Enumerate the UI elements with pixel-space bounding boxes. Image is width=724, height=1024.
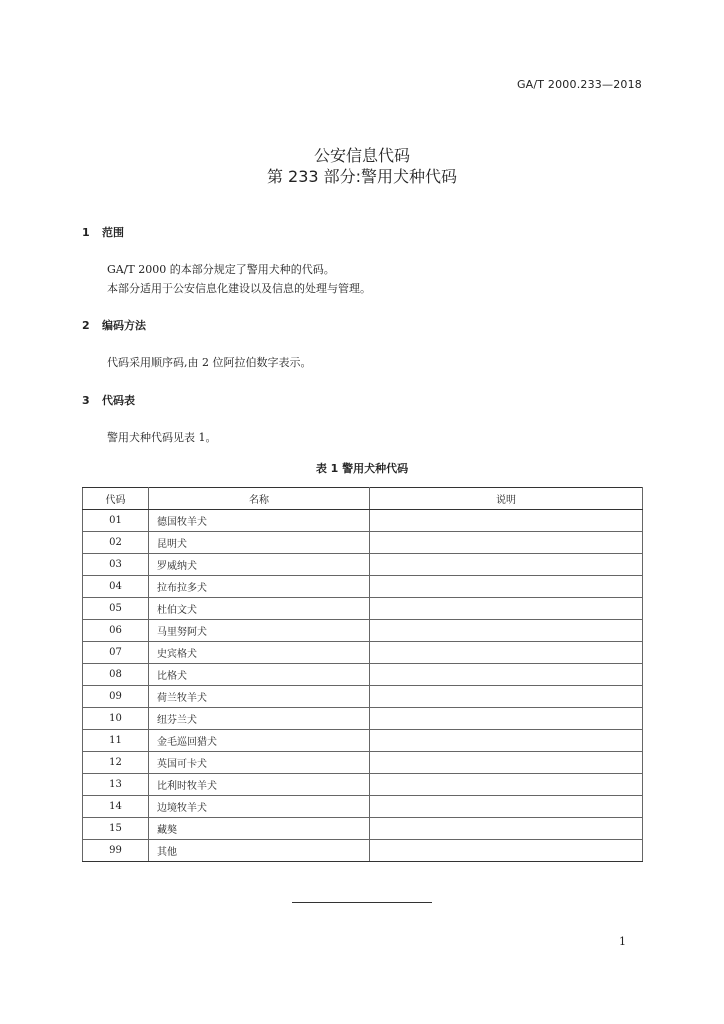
section-title: 范围: [102, 226, 124, 239]
cell-name: 其他: [149, 840, 370, 862]
code-table: [82, 487, 643, 862]
table-row: [83, 774, 643, 796]
cell-name: 昆明犬: [149, 532, 370, 554]
document-title: 公安信息代码: [313, 146, 410, 165]
table-row: [83, 752, 643, 774]
page-number: 1: [619, 935, 626, 948]
table-row: [83, 554, 643, 576]
paragraph: 本部分适用于公安信息化建设以及信息的处理与管理。: [107, 282, 371, 295]
cell-note: [370, 664, 643, 686]
table-row: [83, 576, 643, 598]
cell-name: 马里努阿犬: [149, 620, 370, 642]
cell-name: 荷兰牧羊犬: [149, 686, 370, 708]
cell-note: [370, 642, 643, 664]
cell-name: 金毛巡回猎犬: [149, 730, 370, 752]
table-row: [83, 598, 643, 620]
cell-note: [370, 840, 643, 862]
cell-note: [370, 510, 643, 532]
table-row: [83, 708, 643, 730]
cell-code: 11: [83, 730, 149, 752]
cell-code: 01: [83, 510, 149, 532]
cell-note: [370, 752, 643, 774]
cell-name: 杜伯文犬: [149, 598, 370, 620]
section-title: 编码方法: [102, 319, 146, 332]
standard-code: GA/T 2000.233—2018: [516, 78, 642, 91]
cell-note: [370, 532, 643, 554]
cell-name: 罗威纳犬: [149, 554, 370, 576]
table-row: [83, 620, 643, 642]
section-heading-scope: [82, 224, 124, 240]
cell-name: 英国可卡犬: [149, 752, 370, 774]
table-row: [83, 664, 643, 686]
section-title: 代码表: [102, 394, 135, 407]
cell-code: 02: [83, 532, 149, 554]
cell-code: 06: [83, 620, 149, 642]
paragraph: 代码采用顺序码,由 2 位阿拉伯数字表示。: [107, 356, 312, 369]
cell-name: 拉布拉多犬: [149, 576, 370, 598]
cell-name: 德国牧羊犬: [149, 510, 370, 532]
cell-code: 14: [83, 796, 149, 818]
section-heading-code-table: [82, 392, 135, 408]
cell-code: 05: [83, 598, 149, 620]
table-row: [83, 532, 643, 554]
cell-note: [370, 598, 643, 620]
cell-note: [370, 554, 643, 576]
cell-code: 99: [83, 840, 149, 862]
cell-code: 09: [83, 686, 149, 708]
cell-name: 藏獒: [149, 818, 370, 840]
cell-name: 史宾格犬: [149, 642, 370, 664]
table-row: [83, 730, 643, 752]
cell-note: [370, 686, 643, 708]
paragraph: GA/T 2000 的本部分规定了警用犬种的代码。: [107, 263, 335, 276]
cell-name: 边境牧羊犬: [149, 796, 370, 818]
document-subtitle: 第 233 部分:警用犬种代码: [266, 167, 458, 186]
cell-note: [370, 708, 643, 730]
cell-note: [370, 818, 643, 840]
cell-code: 15: [83, 818, 149, 840]
end-divider: [292, 902, 432, 903]
cell-note: [370, 576, 643, 598]
table-row: [83, 840, 643, 862]
cell-name: 比利时牧羊犬: [149, 774, 370, 796]
table-caption: 表 1 警用犬种代码: [315, 462, 409, 475]
table-row: [83, 818, 643, 840]
cell-note: [370, 730, 643, 752]
cell-code: 10: [83, 708, 149, 730]
table-row: [83, 510, 643, 532]
header-note: 说明: [370, 488, 643, 510]
section-number: 1: [82, 226, 90, 239]
cell-code: 03: [83, 554, 149, 576]
cell-code: 04: [83, 576, 149, 598]
cell-code: 07: [83, 642, 149, 664]
cell-note: [370, 796, 643, 818]
section-number: 3: [82, 394, 90, 407]
cell-code: 13: [83, 774, 149, 796]
cell-name: 比格犬: [149, 664, 370, 686]
cell-note: [370, 620, 643, 642]
section-number: 2: [82, 319, 90, 332]
table-row: [83, 642, 643, 664]
cell-code: 08: [83, 664, 149, 686]
header-name: 名称: [149, 488, 370, 510]
table-header-row: [83, 488, 643, 510]
cell-code: 12: [83, 752, 149, 774]
header-code: 代码: [83, 488, 149, 510]
table-row: [83, 686, 643, 708]
cell-note: [370, 774, 643, 796]
section-heading-coding-method: [82, 317, 146, 333]
table-row: [83, 796, 643, 818]
paragraph: 警用犬种代码见表 1。: [107, 431, 217, 444]
cell-name: 纽芬兰犬: [149, 708, 370, 730]
